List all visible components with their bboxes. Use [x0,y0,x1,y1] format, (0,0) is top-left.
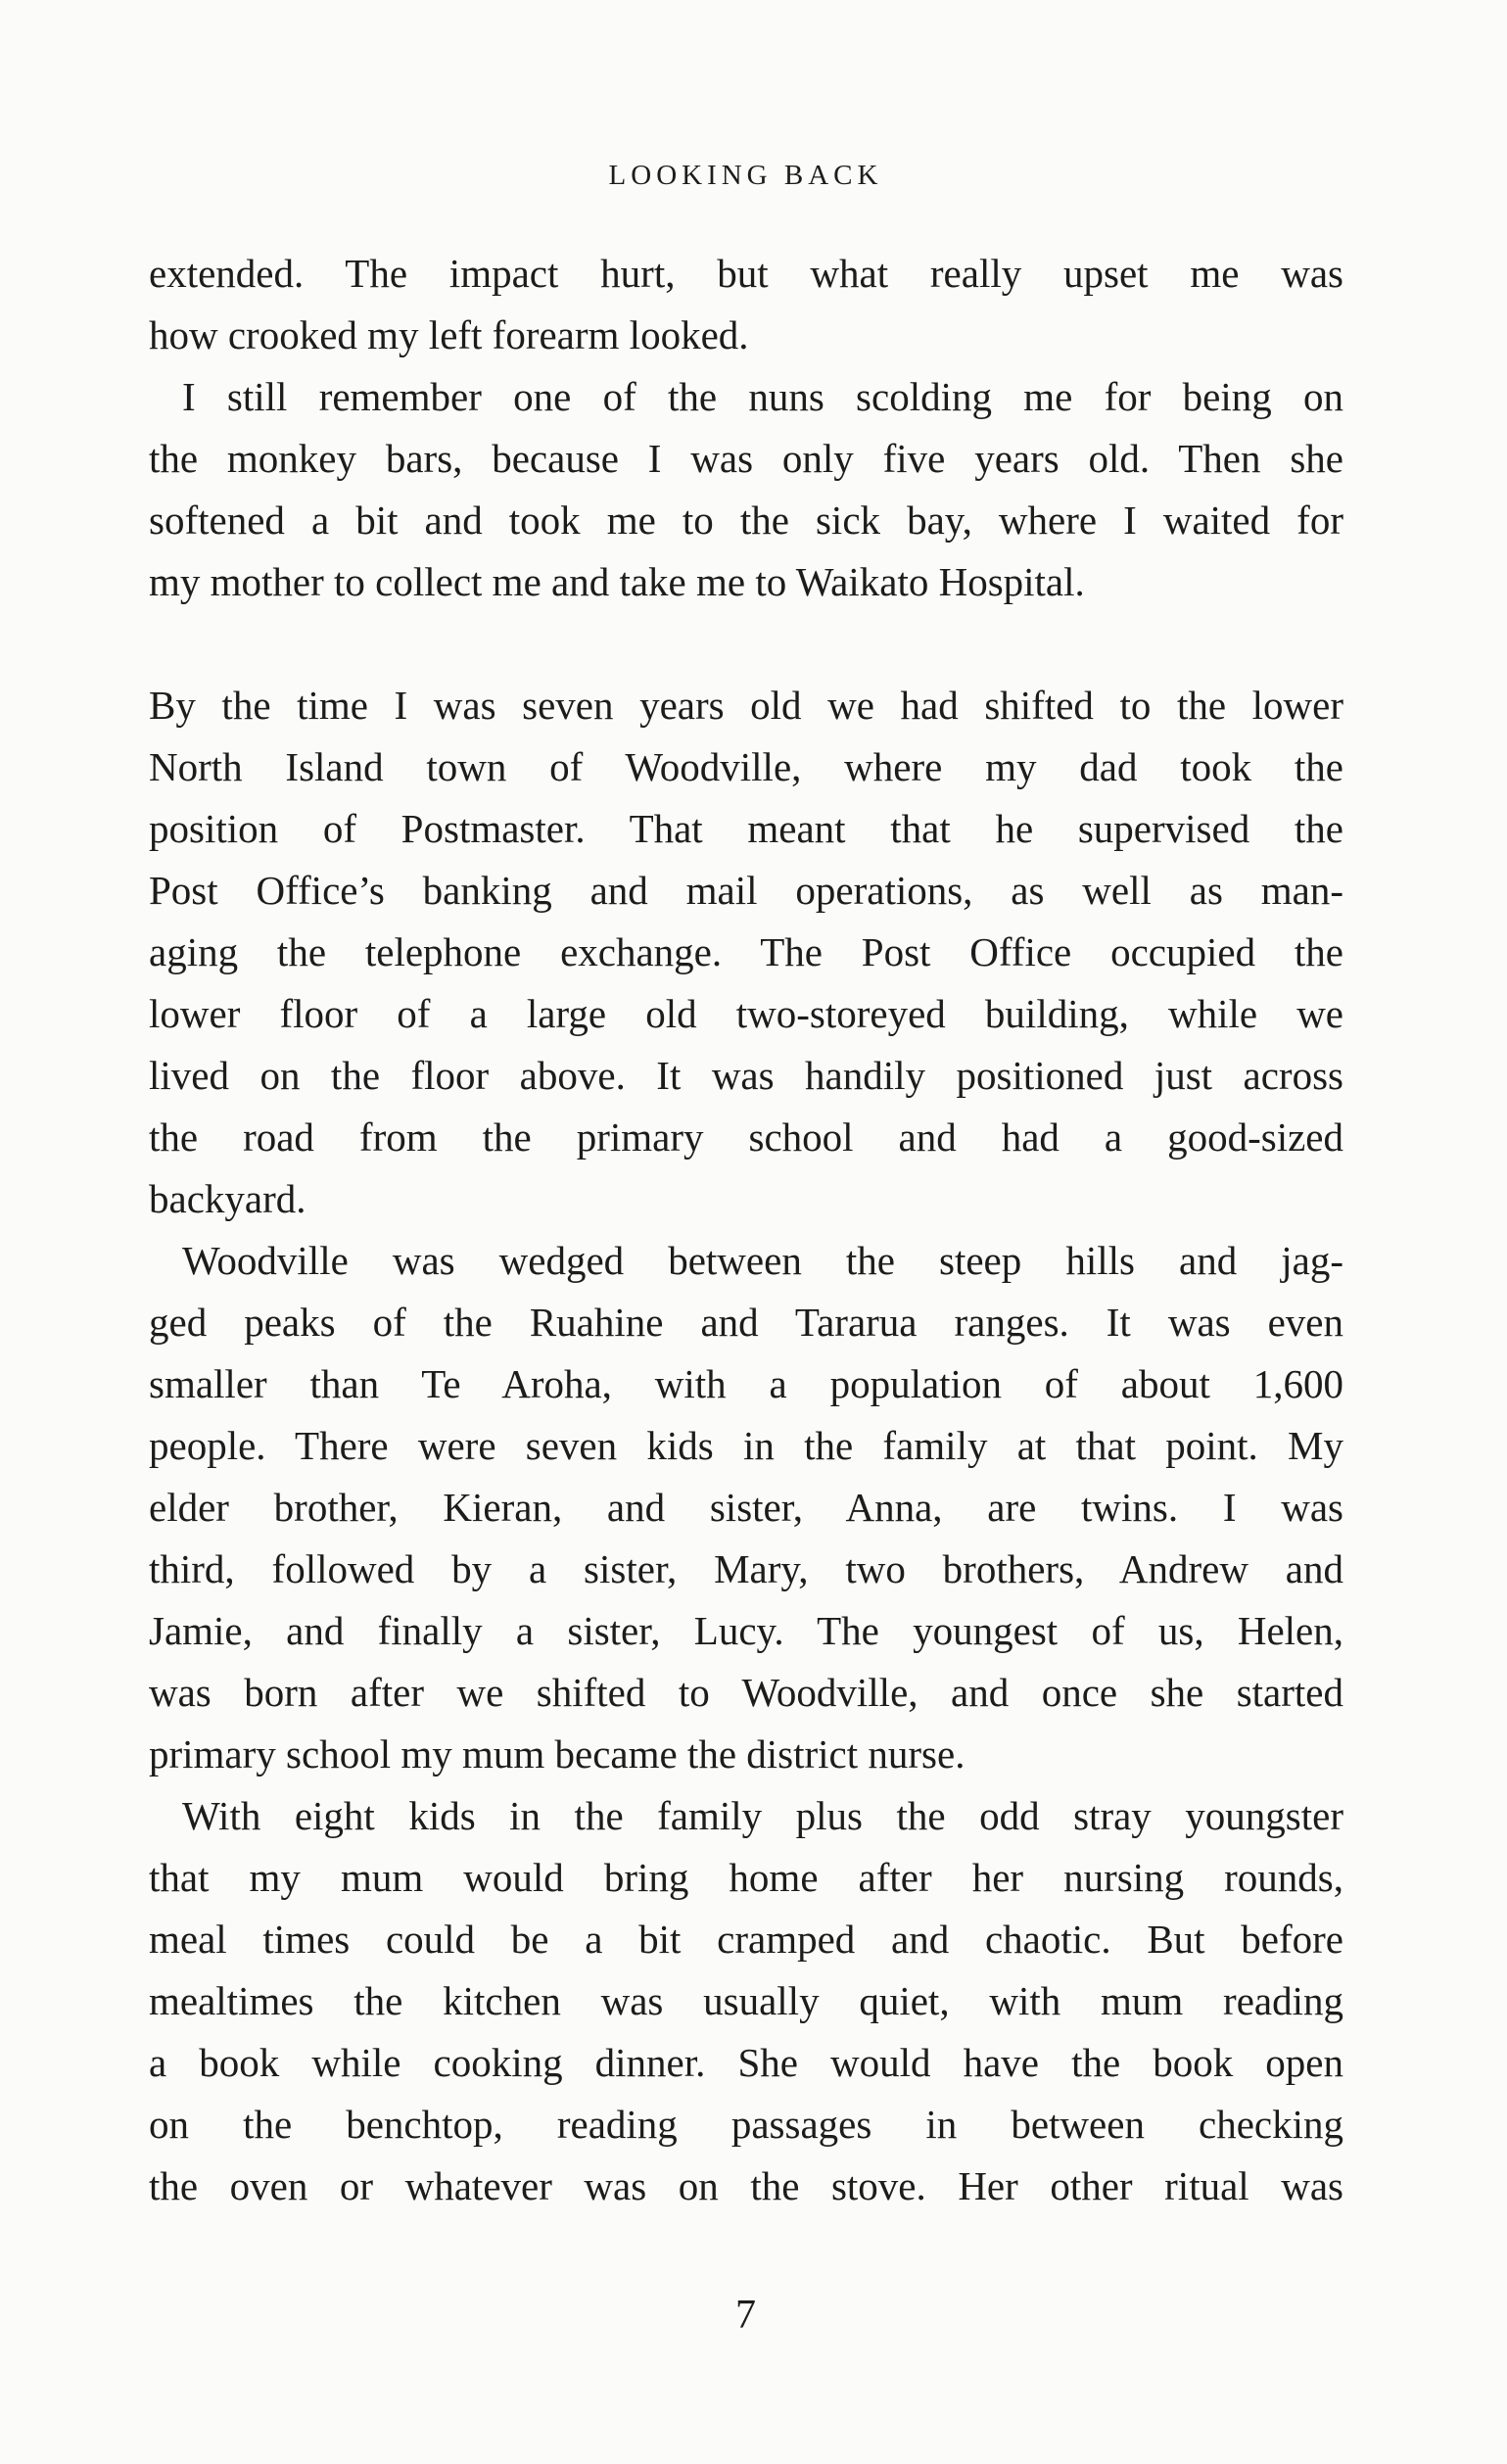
paragraph [149,1785,1343,2217]
text-line: Post Office’s banking and mail operations, as well as man- [149,868,1343,913]
text-line: aging the telephone exchange. The Post Office occupied the [149,929,1343,974]
paragraph [149,243,1343,366]
text-line: lived on the floor above. It was handily positioned just across [149,1053,1343,1098]
text-line: mealtimes the kitchen was usually quiet, with mum reading [149,1978,1343,2023]
paragraph [149,366,1343,613]
text-line: the road from the primary school and had a good-sized [149,1114,1343,1160]
text-line: third, followed by a sister, Mary, two brothers, Andrew and [149,1546,1343,1591]
text-line: elder brother, Kieran, and sister, Anna, are twins. I was [149,1485,1343,1530]
text-line: position of Postmaster. That meant that he supervised the [149,806,1343,851]
text-line: lower floor of a large old two-storeyed building, while we [149,991,1343,1036]
text-line: how crooked my left forearm looked. [149,312,749,357]
text-line: With eight kids in the family plus the odd stray youngster [182,1793,1343,1838]
text-line: By the time I was seven years old we had shifted to the lower [149,683,1343,728]
text-line: extended. The impact hurt, but what really upset me was [149,251,1343,296]
section-break [149,613,1343,675]
text-line: the monkey bars, because I was only five years old. Then she [149,436,1343,481]
text-line: meal times could be a bit cramped and chaotic. But before [149,1917,1343,1962]
text-line: smaller than Te Aroha, with a population of about 1,600 [149,1361,1343,1406]
text-line: ged peaks of the Ruahine and Tararua ranges. It was even [149,1300,1343,1345]
paragraph [149,1230,1343,1785]
text-line: Jamie, and finally a sister, Lucy. The youngest of us, Helen, [149,1608,1343,1653]
text-line: was born after we shifted to Woodville, and once she started [149,1670,1343,1715]
paragraph [149,675,1343,1230]
text-line: the oven or whatever was on the stove. Her other ritual was [149,2163,1343,2208]
text-line: North Island town of Woodville, where my dad took the [149,744,1343,789]
text-line: primary school my mum became the district nurse. [149,1731,965,1777]
text-line: that my mum would bring home after her nursing rounds, [149,1855,1343,1900]
body-text [149,243,1343,2217]
text-line: my mother to collect me and take me to Waikato Hospital. [149,559,1085,604]
text-line: softened a bit and took me to the sick bay, where I waited for [149,498,1343,543]
text-line: Woodville was wedged between the steep hills and jag- [182,1238,1343,1283]
page-number: 7 [735,2293,756,2338]
text-line: backyard. [149,1176,306,1221]
text-line: on the benchtop, reading passages in between checking [149,2102,1343,2147]
running-header: LOOKING BACK [608,160,883,191]
text-line: a book while cooking dinner. She would have the book open [149,2040,1343,2085]
text-line: I still remember one of the nuns scolding me for being on [182,374,1343,419]
text-line: people. There were seven kids in the family at that point. My [149,1423,1343,1468]
